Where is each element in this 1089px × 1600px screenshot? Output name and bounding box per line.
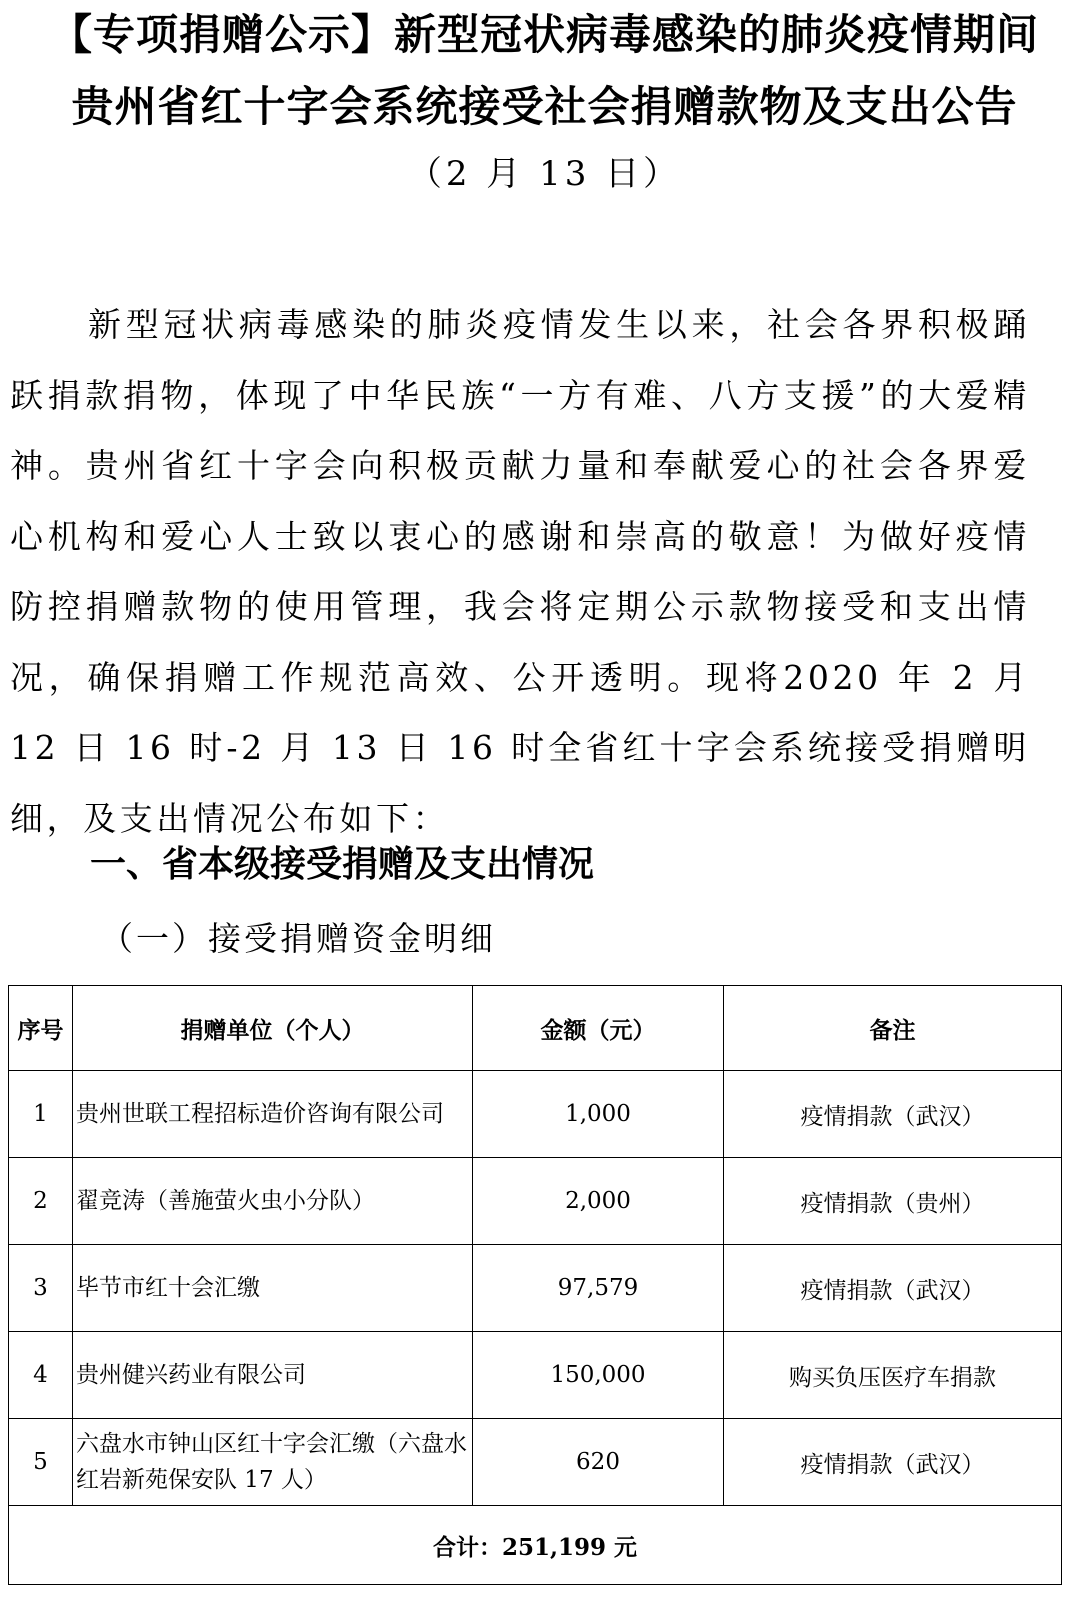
- section-heading: 一、省本级接受捐赠及支出情况: [90, 843, 595, 885]
- row-donor: 贵州世联工程招标造价咨询有限公司: [73, 1071, 473, 1158]
- subsection-heading: （一）接受捐赠资金明细: [100, 919, 496, 958]
- intro-paragraph: 新型冠状病毒感染的肺炎疫情发生以来，社会各界积极踊跃捐款捐物，体现了中华民族“一方有难、八方支援”的大爱精神。贵州省红十字会向积极贡献力量和奉献爱心的社会各界爱心机构和爱心人士致以衷心的感谢和崇高的敬意！为做好疫情防控捐赠款物的使用管理，我会将定期公示款物接受和支出情况，确保捐赠工作规范高效、公开透明。现将2020 年 2 月 12 日 16 时-2 月 13 日 16 时全省红十字会系统接受捐赠明细，及支出情况公布如下：: [10, 305, 1030, 838]
- row-remark: 疫情捐款（贵州）: [724, 1158, 1062, 1245]
- table-row: [9, 1071, 1062, 1158]
- table-row: [9, 1158, 1062, 1245]
- row-donor: 贵州健兴药业有限公司: [73, 1332, 473, 1419]
- table-row: [9, 1419, 1062, 1506]
- title-line-1: 【专项捐赠公示】新型冠状病毒感染的肺炎疫情期间: [49, 10, 1039, 59]
- row-amount: 2,000: [473, 1158, 724, 1245]
- row-remark: 购买负压医疗车捐款: [724, 1332, 1062, 1419]
- title-line-2: 贵州省红十字会系统接受社会捐赠款物及支出公告: [71, 82, 1018, 131]
- row-donor: 翟竞涛（善施萤火虫小分队）: [73, 1158, 473, 1245]
- row-amount: 620: [473, 1419, 724, 1506]
- table-header-row: [9, 986, 1062, 1071]
- row-amount: 97,579: [473, 1245, 724, 1332]
- table-row: [9, 1332, 1062, 1419]
- header-amount: 金额（元）: [473, 986, 724, 1071]
- row-index: 5: [9, 1419, 73, 1506]
- header-donor: 捐赠单位（个人）: [73, 986, 473, 1071]
- announcement-date: （2 月 13 日）: [407, 154, 682, 194]
- row-donor: 六盘水市钟山区红十字会汇缴（六盘水红岩新苑保安队 17 人）: [73, 1419, 473, 1506]
- header-index: 序号: [9, 986, 73, 1071]
- table-row: [9, 1245, 1062, 1332]
- row-index: 1: [9, 1071, 73, 1158]
- row-amount: 150,000: [473, 1332, 724, 1419]
- row-index: 3: [9, 1245, 73, 1332]
- row-remark: 疫情捐款（武汉）: [724, 1245, 1062, 1332]
- row-remark: 疫情捐款（武汉）: [724, 1071, 1062, 1158]
- header-remark: 备注: [724, 986, 1062, 1071]
- row-index: 2: [9, 1158, 73, 1245]
- total-row: [9, 1506, 1062, 1585]
- total-amount: 合计：251,199 元: [9, 1506, 1062, 1585]
- row-donor: 毕节市红十会汇缴: [73, 1245, 473, 1332]
- row-index: 4: [9, 1332, 73, 1419]
- donation-table: [8, 985, 1062, 1585]
- row-remark: 疫情捐款（武汉）: [724, 1419, 1062, 1506]
- row-amount: 1,000: [473, 1071, 724, 1158]
